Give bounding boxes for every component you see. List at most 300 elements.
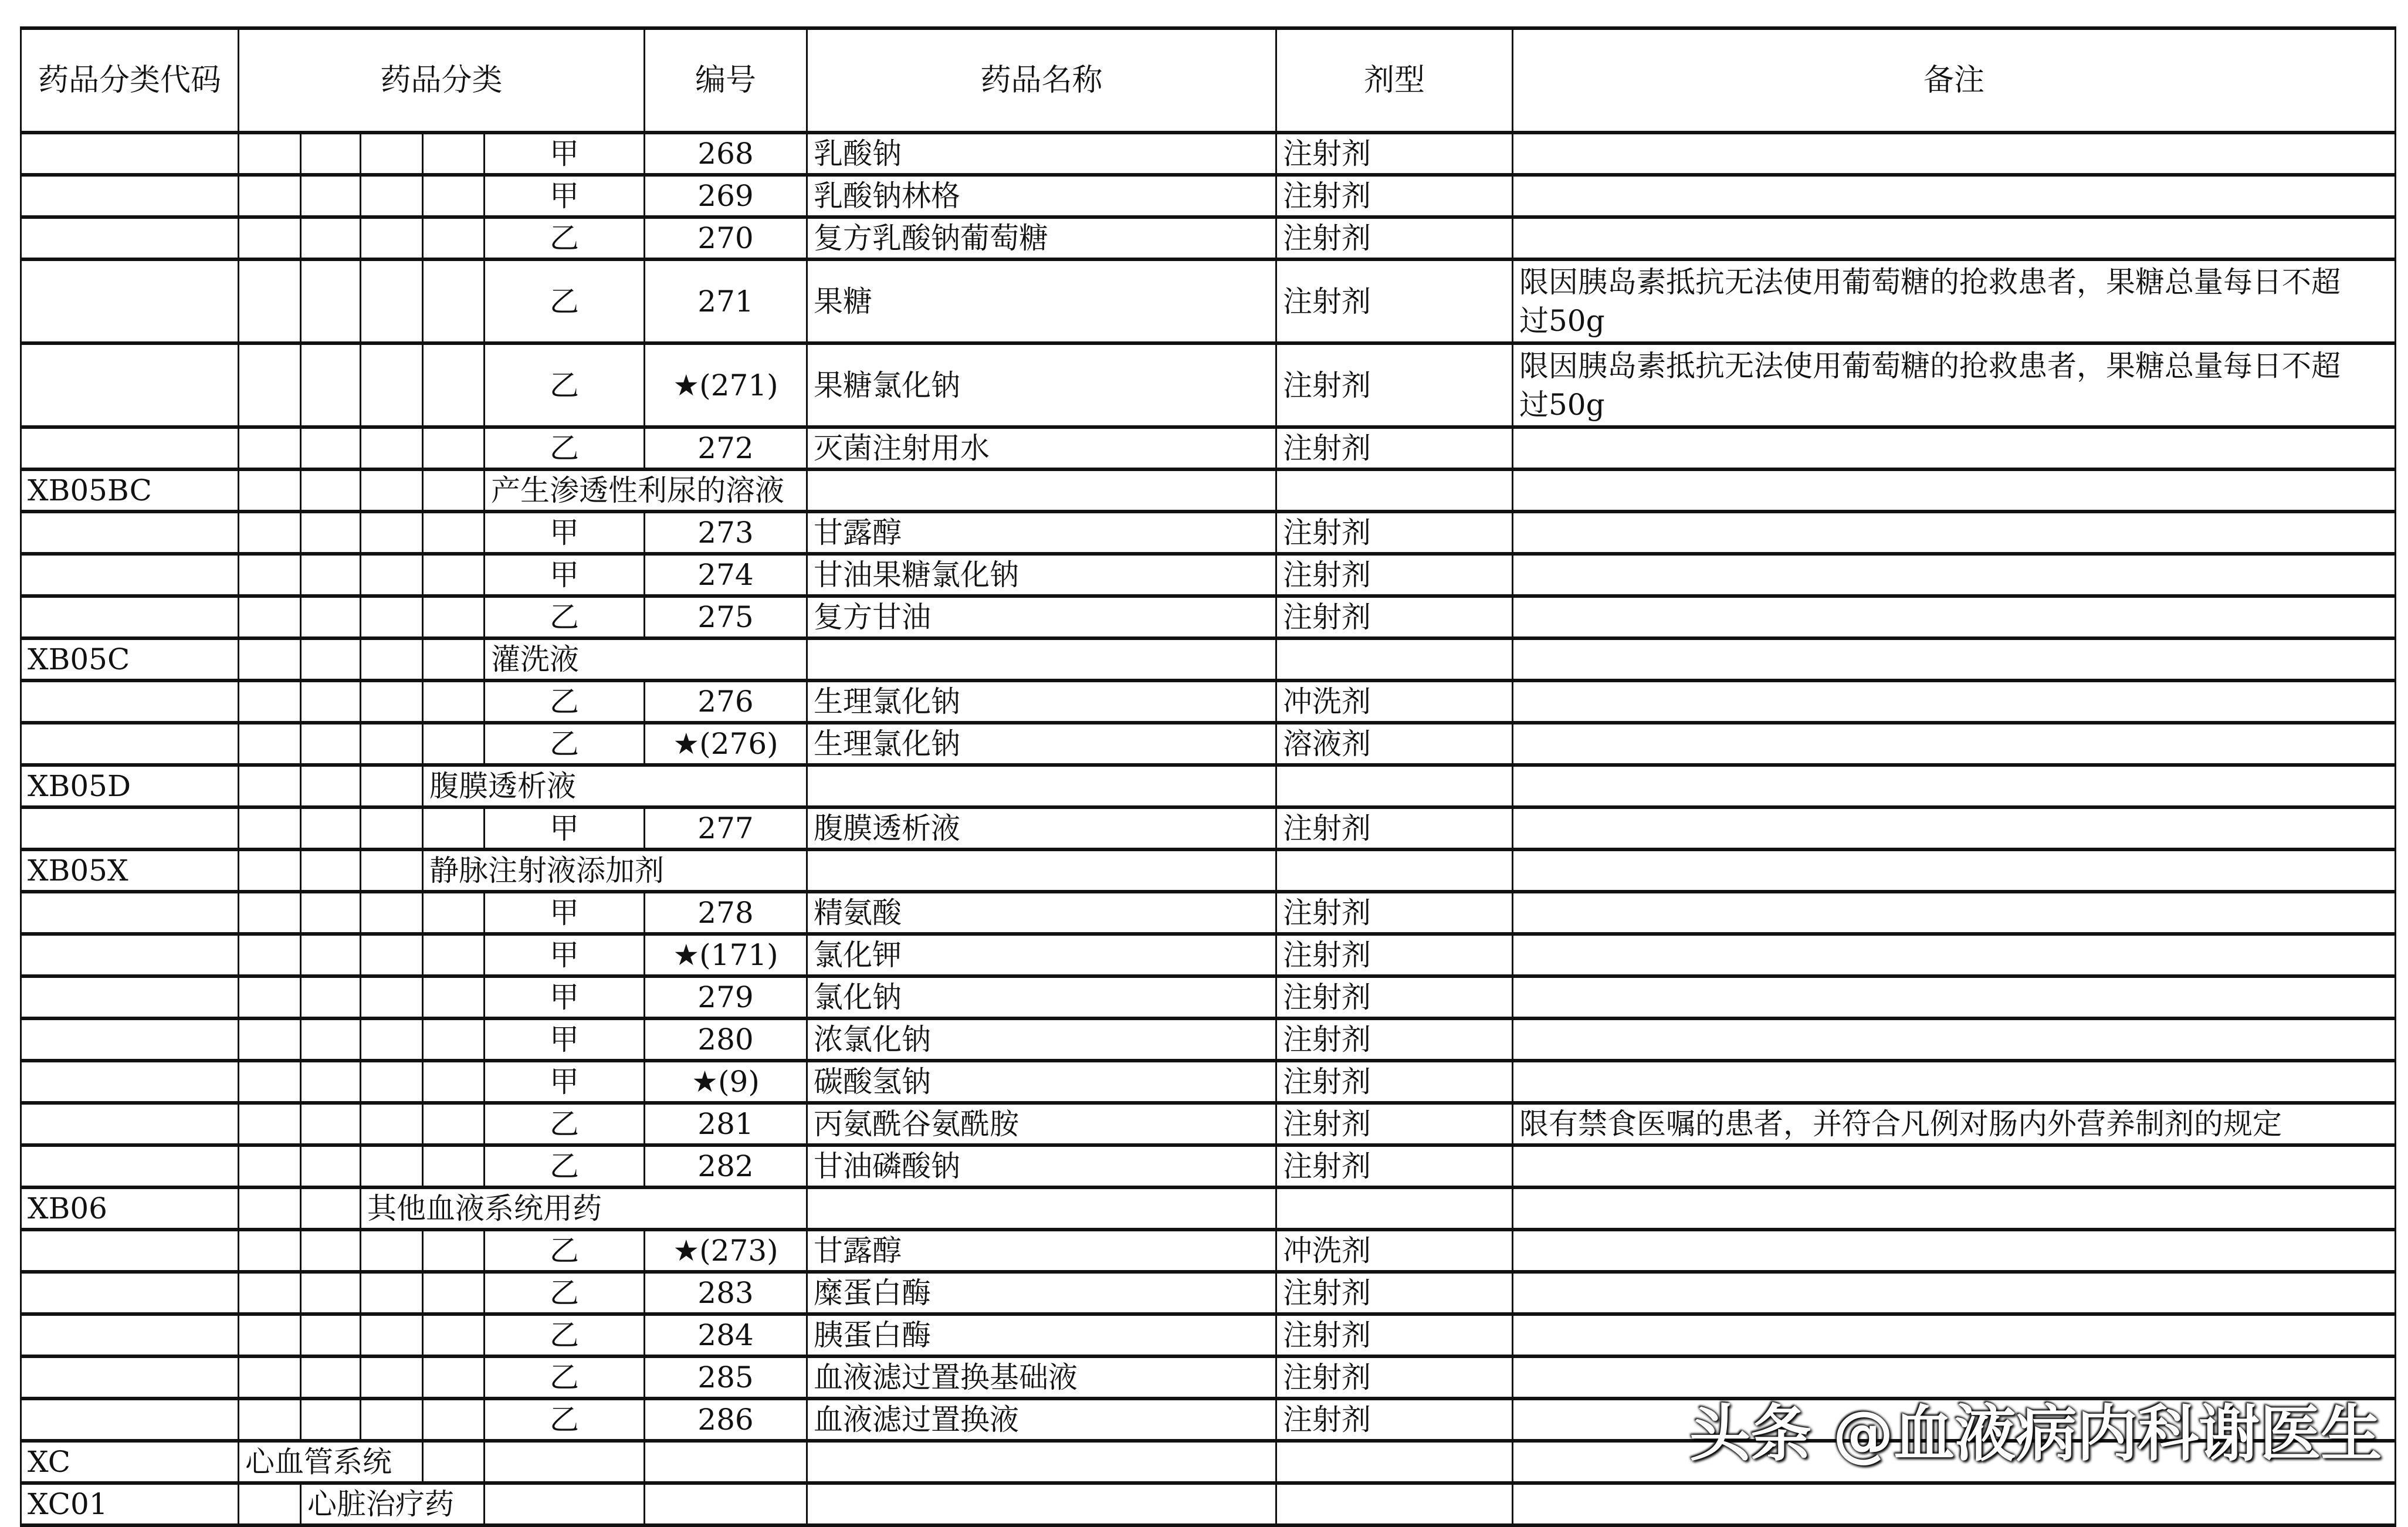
category-level-cell [361,133,423,175]
empty-cell [1513,849,2396,892]
drug-name-cell: 氯化钠 [807,976,1276,1018]
category-level-cell [239,1272,301,1314]
category-level-cell [361,1103,423,1145]
category-code-cell [21,1399,239,1441]
category-code-cell [21,976,239,1018]
empty-cell [1513,469,2396,512]
category-label-cell: 腹膜透析液 [423,765,807,807]
grade-cell: 乙 [485,1399,645,1441]
category-level-cell [301,1061,361,1103]
dosage-form-cell: 注射剂 [1276,1061,1513,1103]
drug-name-cell: 乳酸钠 [807,133,1276,175]
grade-cell: 甲 [485,133,645,175]
category-level-cell [423,133,485,175]
category-level-cell [239,1356,301,1399]
category-code-cell [21,1272,239,1314]
drug-name-cell: 复方甘油 [807,596,1276,638]
category-level-cell [301,1145,361,1187]
remarks-cell [1513,1061,2396,1103]
grade-cell: 乙 [485,427,645,469]
remarks-cell [1513,1272,2396,1314]
header-category: 药品分类 [239,28,645,133]
empty-cell [807,638,1276,680]
dosage-form-cell: 注射剂 [1276,554,1513,596]
table-row [21,1272,2396,1314]
category-level-cell [423,976,485,1018]
category-code-cell [21,596,239,638]
category-level-cell [239,1187,301,1230]
grade-cell: 甲 [485,175,645,217]
dosage-form-cell: 注射剂 [1276,976,1513,1018]
remarks-cell [1513,1145,2396,1187]
number-cell: 276 [645,680,807,723]
category-level-cell [361,427,423,469]
category-level-cell [361,1018,423,1061]
drug-name-cell: 果糖氯化钠 [807,343,1276,427]
drug-name-cell: 精氨酸 [807,892,1276,934]
remarks-cell [1513,934,2396,976]
table-row [21,259,2396,343]
category-level-cell [423,1272,485,1314]
category-level-cell [239,133,301,175]
category-level-cell [423,638,485,680]
grade-cell: 乙 [485,259,645,343]
drug-name-cell: 生理氯化钠 [807,723,1276,765]
table-row [21,892,2396,934]
empty-cell [1513,638,2396,680]
remarks-cell [1513,554,2396,596]
category-level-cell [361,1314,423,1356]
category-code-cell [21,892,239,934]
dosage-form-cell: 注射剂 [1276,343,1513,427]
header-dosage-form: 剂型 [1276,28,1513,133]
number-cell: 273 [645,512,807,554]
category-code-cell: XB06 [21,1187,239,1230]
category-level-cell [361,934,423,976]
category-level-cell [301,680,361,723]
category-level-cell [361,217,423,259]
category-code-cell [21,1018,239,1061]
category-level-cell [423,807,485,849]
category-level-cell [239,469,301,512]
category-level-cell [301,1356,361,1399]
dosage-form-cell: 注射剂 [1276,133,1513,175]
dosage-form-cell: 注射剂 [1276,1356,1513,1399]
empty-cell [807,469,1276,512]
remarks-cell [1513,1103,2396,1145]
grade-cell: 乙 [485,1145,645,1187]
category-level-cell [423,554,485,596]
category-level-cell [301,1314,361,1356]
category-code-cell [21,1356,239,1399]
drug-name-cell: 血液滤过置换基础液 [807,1356,1276,1399]
remarks-cell [1513,807,2396,849]
empty-cell [485,1441,645,1483]
grade-cell: 乙 [485,680,645,723]
category-level-cell [423,259,485,343]
number-cell: 274 [645,554,807,596]
category-label-cell: 其他血液系统用药 [361,1187,807,1230]
dosage-form-cell: 注射剂 [1276,1314,1513,1356]
category-row [21,1483,2396,1525]
category-level-cell [301,723,361,765]
empty-cell [807,765,1276,807]
category-code-cell [21,723,239,765]
category-code-cell [21,1103,239,1145]
drug-name-cell: 甘露醇 [807,512,1276,554]
remarks-cell [1513,1018,2396,1061]
category-code-cell [21,133,239,175]
table-row [21,343,2396,427]
category-level-cell [423,892,485,934]
drug-name-cell: 腹膜透析液 [807,807,1276,849]
category-code-cell [21,680,239,723]
drug-name-cell: 甘露醇 [807,1230,1276,1272]
empty-cell [645,1483,807,1525]
grade-cell: 甲 [485,512,645,554]
category-level-cell [361,1356,423,1399]
dosage-form-cell: 注射剂 [1276,512,1513,554]
category-level-cell [423,217,485,259]
category-level-cell [239,1061,301,1103]
dosage-form-cell: 注射剂 [1276,1018,1513,1061]
category-level-cell [361,469,423,512]
category-label-cell: 产生渗透性利尿的溶液 [485,469,807,512]
table-row [21,1061,2396,1103]
category-level-cell [239,680,301,723]
category-level-cell [239,217,301,259]
empty-cell [1513,1187,2396,1230]
category-level-cell [361,849,423,892]
category-level-cell [423,469,485,512]
category-level-cell [239,1145,301,1187]
category-level-cell [239,259,301,343]
category-level-cell [423,175,485,217]
number-cell: 283 [645,1272,807,1314]
category-level-cell [423,427,485,469]
remarks-cell [1513,723,2396,765]
number-cell: ★(171) [645,934,807,976]
category-code-cell [21,1314,239,1356]
number-cell: 282 [645,1145,807,1187]
remarks-cell [1513,512,2396,554]
category-level-cell [423,1399,485,1441]
category-level-cell [239,1399,301,1441]
category-level-cell [361,1272,423,1314]
category-level-cell [361,638,423,680]
category-level-cell [301,934,361,976]
header-row [21,28,2396,133]
category-level-cell [239,343,301,427]
empty-cell [807,849,1276,892]
dosage-form-cell: 注射剂 [1276,427,1513,469]
category-level-cell [361,680,423,723]
category-code-cell: XB05BC [21,469,239,512]
category-level-cell [239,892,301,934]
category-level-cell [239,1103,301,1145]
category-row [21,469,2396,512]
empty-cell [1513,765,2396,807]
dosage-form-cell: 注射剂 [1276,175,1513,217]
header-category-code: 药品分类代码 [21,28,239,133]
category-level-cell [301,596,361,638]
category-level-cell [239,765,301,807]
table-row [21,512,2396,554]
category-code-cell [21,1230,239,1272]
category-label-cell: 心血管系统 [239,1441,423,1483]
table-row [21,1230,2396,1272]
grade-cell: 甲 [485,934,645,976]
drug-name-cell: 胰蛋白酶 [807,1314,1276,1356]
remarks-cell [1513,175,2396,217]
category-code-cell [21,175,239,217]
category-code-cell [21,259,239,343]
category-level-cell [361,596,423,638]
category-level-cell [423,1230,485,1272]
category-code-cell [21,1061,239,1103]
drug-name-cell: 灭菌注射用水 [807,427,1276,469]
category-level-cell [423,1061,485,1103]
remarks-cell [1513,596,2396,638]
grade-cell: 甲 [485,807,645,849]
category-level-cell [361,723,423,765]
grade-cell: 乙 [485,343,645,427]
category-code-cell: XC01 [21,1483,239,1525]
grade-cell: 乙 [485,217,645,259]
category-level-cell [239,512,301,554]
remarks-cell [1513,1230,2396,1272]
number-cell: 280 [645,1018,807,1061]
category-level-cell [301,1230,361,1272]
drug-name-cell: 果糖 [807,259,1276,343]
category-row [21,765,2396,807]
table-row [21,934,2396,976]
category-level-cell [301,1018,361,1061]
table-row [21,1145,2396,1187]
category-level-cell [301,133,361,175]
remarks-cell [1513,1314,2396,1356]
drug-name-cell: 甘油果糖氯化钠 [807,554,1276,596]
grade-cell: 乙 [485,1314,645,1356]
dosage-form-cell: 冲洗剂 [1276,1230,1513,1272]
category-level-cell [423,934,485,976]
empty-cell [1513,1483,2396,1525]
drug-name-cell: 乳酸钠林格 [807,175,1276,217]
drug-name-cell: 糜蛋白酶 [807,1272,1276,1314]
empty-cell [807,1441,1276,1483]
category-level-cell [239,638,301,680]
category-level-cell [239,175,301,217]
number-cell: 270 [645,217,807,259]
category-row [21,849,2396,892]
category-label-cell: 静脉注射液添加剂 [423,849,807,892]
number-cell: 277 [645,807,807,849]
dosage-form-cell: 冲洗剂 [1276,680,1513,723]
category-level-cell [301,259,361,343]
grade-cell: 甲 [485,892,645,934]
number-cell: 284 [645,1314,807,1356]
category-code-cell [21,1145,239,1187]
number-cell: 281 [645,1103,807,1145]
remark-text: 限因胰岛素抵抗无法使用葡萄糖的抢救患者，果糖总量每日不超过50g [1519,348,2341,422]
category-level-cell [423,1145,485,1187]
category-level-cell [301,1187,361,1230]
category-code-cell [21,343,239,427]
table-row [21,596,2396,638]
category-row [21,638,2396,680]
number-cell: 278 [645,892,807,934]
dosage-form-cell: 注射剂 [1276,892,1513,934]
empty-cell [485,1483,645,1525]
category-level-cell [239,554,301,596]
dosage-form-cell: 注射剂 [1276,596,1513,638]
header-remarks: 备注 [1513,28,2396,133]
empty-cell [423,1441,485,1483]
number-cell: ★(273) [645,1230,807,1272]
drug-name-cell: 血液滤过置换液 [807,1399,1276,1441]
drug-name-cell: 生理氯化钠 [807,680,1276,723]
category-level-cell [361,1061,423,1103]
category-level-cell [423,596,485,638]
grade-cell: 乙 [485,723,645,765]
category-level-cell [301,512,361,554]
category-level-cell [361,1145,423,1187]
number-cell: ★(276) [645,723,807,765]
grade-cell: 甲 [485,976,645,1018]
category-level-cell [301,1399,361,1441]
category-level-cell [301,849,361,892]
category-row [21,1187,2396,1230]
category-level-cell [423,1018,485,1061]
grade-cell: 甲 [485,1018,645,1061]
category-level-cell [361,343,423,427]
category-level-cell [301,892,361,934]
dosage-form-cell: 注射剂 [1276,217,1513,259]
remark-text: 限因胰岛素抵抗无法使用葡萄糖的抢救患者，果糖总量每日不超过50g [1519,265,2341,338]
category-level-cell [301,175,361,217]
number-cell: 279 [645,976,807,1018]
empty-cell [1276,638,1513,680]
dosage-form-cell: 溶液剂 [1276,723,1513,765]
category-level-cell [423,343,485,427]
category-level-cell [423,1356,485,1399]
remarks-cell [1513,976,2396,1018]
remarks-cell [1513,680,2396,723]
header-number: 编号 [645,28,807,133]
drug-name-cell: 丙氨酰谷氨酰胺 [807,1103,1276,1145]
category-level-cell [361,976,423,1018]
category-level-cell [361,259,423,343]
category-code-cell [21,934,239,976]
grade-cell: 乙 [485,1230,645,1272]
dosage-form-cell: 注射剂 [1276,934,1513,976]
dosage-form-cell: 注射剂 [1276,1103,1513,1145]
table-row [21,807,2396,849]
category-level-cell [361,1399,423,1441]
grade-cell: 乙 [485,1356,645,1399]
category-level-cell [239,427,301,469]
table-row [21,133,2396,175]
table-row [21,175,2396,217]
category-level-cell [423,680,485,723]
category-level-cell [361,807,423,849]
category-level-cell [239,1314,301,1356]
category-level-cell [423,512,485,554]
number-cell: 269 [645,175,807,217]
category-level-cell [361,175,423,217]
category-level-cell [301,343,361,427]
dosage-form-cell: 注射剂 [1276,1399,1513,1441]
empty-cell [807,1187,1276,1230]
category-code-cell: XC [21,1441,239,1483]
table-row [21,427,2396,469]
category-level-cell [239,807,301,849]
dosage-form-cell: 注射剂 [1276,259,1513,343]
grade-cell: 乙 [485,1103,645,1145]
remarks-cell [1513,133,2396,175]
category-code-cell: XB05C [21,638,239,680]
empty-cell [1276,469,1513,512]
grade-cell: 乙 [485,596,645,638]
dosage-form-cell: 注射剂 [1276,1272,1513,1314]
category-code-cell [21,217,239,259]
table-row [21,1018,2396,1061]
category-label-cell: 心脏治疗药 [301,1483,485,1525]
remarks-cell [1513,427,2396,469]
empty-cell [645,1441,807,1483]
category-level-cell [301,1272,361,1314]
grade-cell: 甲 [485,1061,645,1103]
category-level-cell [361,1230,423,1272]
category-level-cell [301,554,361,596]
remarks-cell [1513,259,2396,343]
category-level-cell [239,1483,301,1525]
drug-catalog-table [20,26,2396,1527]
category-code-cell [21,427,239,469]
table-row [21,976,2396,1018]
category-code-cell [21,807,239,849]
table-row [21,554,2396,596]
watermark: 头条 @血液病内科谢医生 [1689,1398,2382,1470]
drug-name-cell: 甘油磷酸钠 [807,1145,1276,1187]
category-level-cell [239,934,301,976]
category-level-cell [361,765,423,807]
category-level-cell [239,976,301,1018]
drug-name-cell: 浓氯化钠 [807,1018,1276,1061]
drug-name-cell: 氯化钾 [807,934,1276,976]
drug-name-cell: 复方乳酸钠葡萄糖 [807,217,1276,259]
dosage-form-cell: 注射剂 [1276,807,1513,849]
category-level-cell [423,723,485,765]
category-code-cell [21,554,239,596]
table-row [21,723,2396,765]
category-level-cell [301,807,361,849]
table-row [21,217,2396,259]
empty-cell [1276,765,1513,807]
empty-cell [1276,849,1513,892]
table-row [21,680,2396,723]
category-level-cell [361,512,423,554]
header-drug-name: 药品名称 [807,28,1276,133]
empty-cell [1276,1483,1513,1525]
category-level-cell [301,1103,361,1145]
remark-text: 限有禁食医嘱的患者，并符合凡例对肠内外营养制剂的规定 [1519,1107,2282,1141]
number-cell: 272 [645,427,807,469]
category-level-cell [239,1018,301,1061]
category-level-cell [301,427,361,469]
remarks-cell [1513,892,2396,934]
number-cell: 271 [645,259,807,343]
